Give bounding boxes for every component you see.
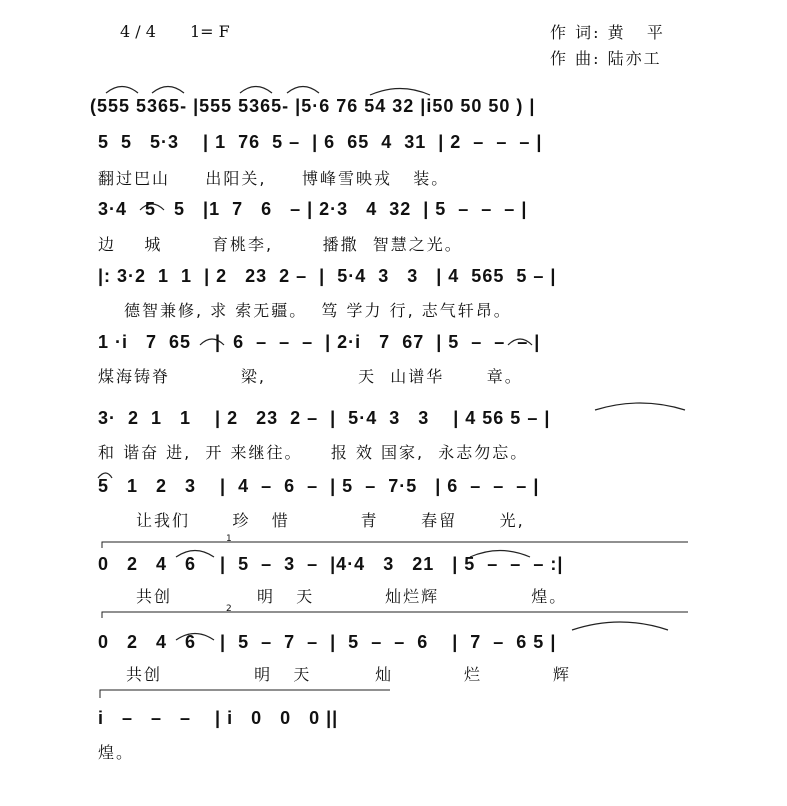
lyric-row-2: 边 城 育桃李, 播撒 智慧之光。	[98, 235, 463, 254]
composer-credit: 作 曲: 陆亦工	[550, 49, 662, 68]
notation-row-7: 5 1 2 3 | 4 – 6 – | 5 – 7·5 | 6 – – – |	[98, 476, 540, 496]
lyric-row-4: 煤海铸脊 梁, 天 山谱华 章。	[98, 367, 523, 386]
key-signature: 1= F	[190, 22, 230, 41]
time-signature: 4 / 4	[120, 22, 156, 41]
notation-row-9: 0 2 4 6 | 5 – 7 – | 5 – – 6 | 7 – 6 5 |	[98, 632, 557, 652]
lyric-row-9: 煌。	[98, 743, 135, 762]
volta-mark-1: 1	[226, 534, 232, 544]
notation-row-8: 0 2 4 6 | 5 – 3 – |4·4 3 21 | 5 – – – :|	[98, 554, 564, 574]
notation-row-2: 5 5 5·3 | 1 76 5 – | 6 65 4 31 | 2 – – – |	[98, 132, 543, 152]
lyric-row-7: 共创 明 天 灿烂辉 煌。	[136, 587, 568, 606]
notation-row-6: 3· 2 1 1 | 2 23 2 – | 5·4 3 3 | 4 56 5 – |	[98, 408, 551, 428]
lyric-row-8: 共创 明 天 灿 烂 辉	[126, 665, 571, 684]
notation-row-4: |: 3·2 1 1 | 2 23 2 – | 5·4 3 3 | 4 565 5 – |	[98, 266, 557, 286]
lyric-row-3: 德智兼修, 求 索无疆。 笃 学力 行, 志气轩昂。	[124, 301, 512, 320]
notation-row-3: 3·4 5 5 |1 7 6 – | 2·3 4 32 | 5 – – – |	[98, 199, 528, 219]
notation-row-5: 1 ·i 7 65 | 6 – – – | 2·i 7 67 | 5 – – – |	[98, 332, 541, 352]
lyric-row-6: 让我们 珍 惜 青 春留 光,	[136, 511, 525, 530]
notation-row-1: (555 5365- |555 5365- |5·6 76 54 32 |i50 50 50 ) |	[90, 96, 536, 116]
lyric-row-1: 翻过巴山 出阳关, 博峰雪映戎 装。	[98, 169, 450, 188]
lyric-row-5: 和 谐奋 进, 开 来继往。 报 效 国家, 永志勿忘。	[98, 443, 529, 462]
volta-mark-2: 2	[226, 604, 232, 614]
lyricist-credit: 作 词: 黄 平	[550, 23, 665, 42]
notation-row-10: i – – – | i 0 0 0 ||	[98, 708, 339, 728]
